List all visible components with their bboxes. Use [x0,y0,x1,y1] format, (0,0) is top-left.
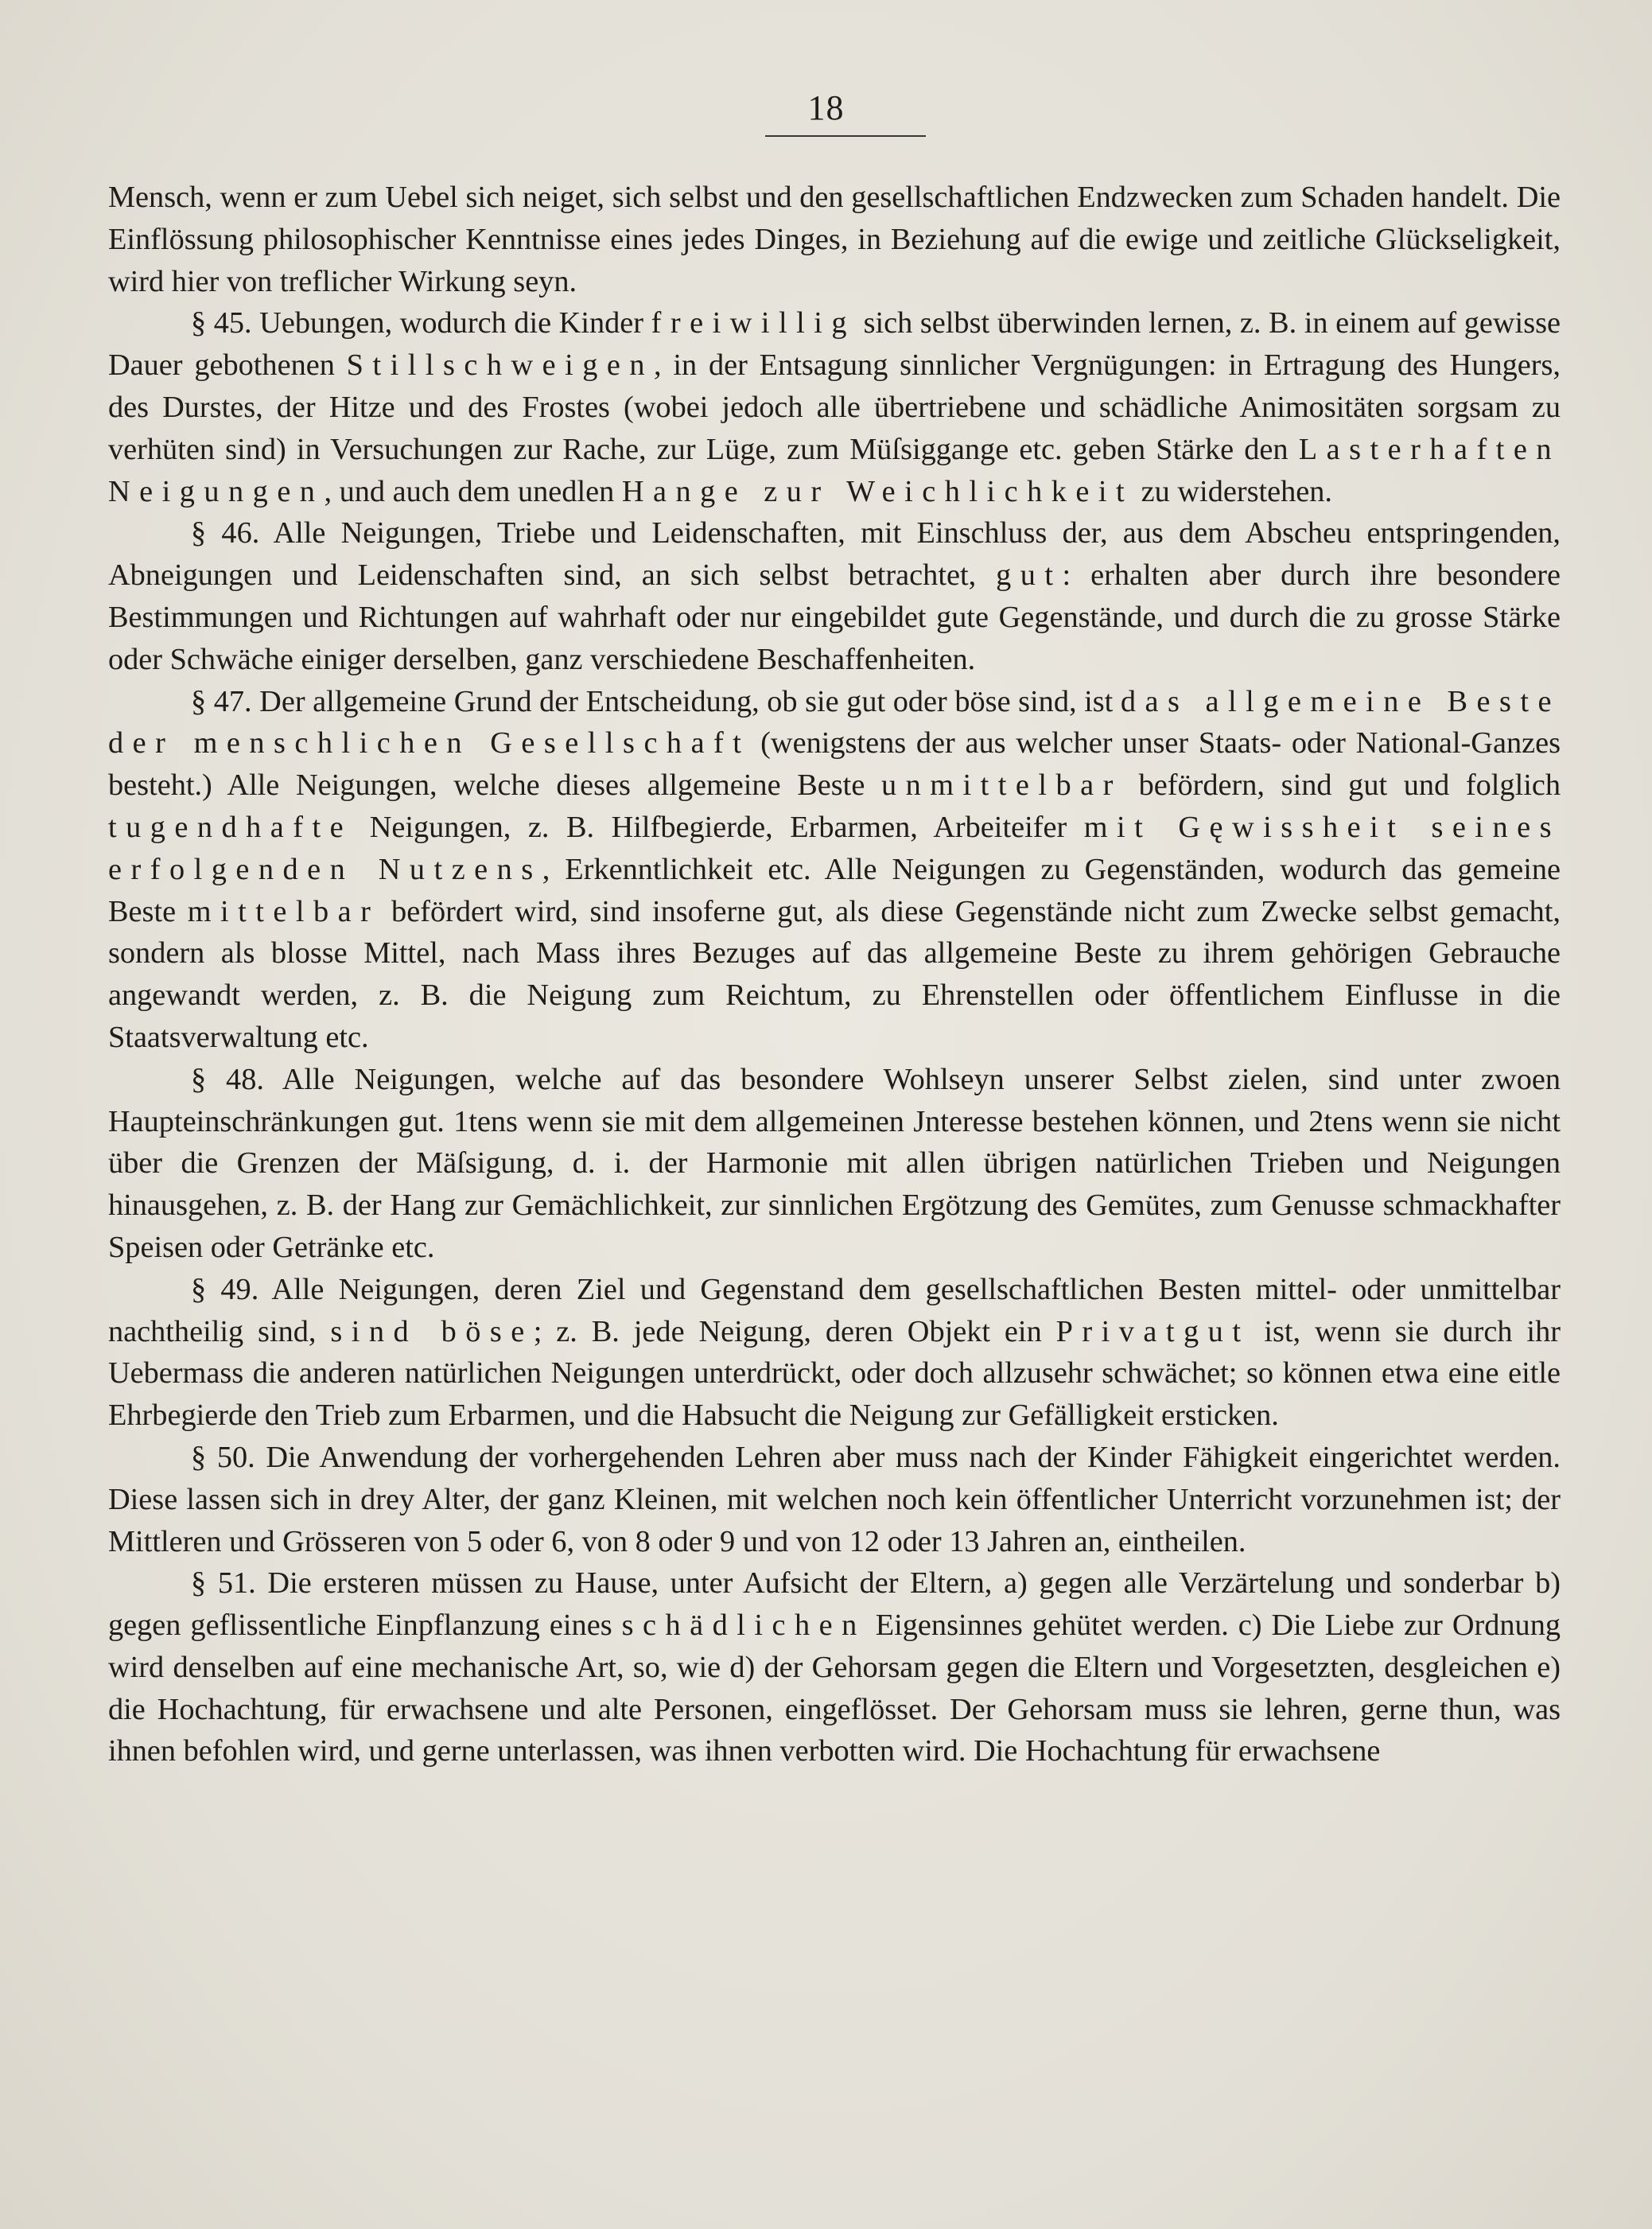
spaced-emphasis: mittelbar [187,894,380,928]
text-run: ist, wenn sie durch ihr Uebermass die anderen natürlichen Neigungen unterdrückt, oder doch allzusehr schwächet; so können etwa eine eitle Ehrbegierde den Trieb zum Erbarmen, und die Habsucht die Neigung zur Gefälligkeit ersticken. [108,1314,1561,1433]
text-run: § 51. Die ersteren müssen zu Hause, unter Aufsicht der Eltern, a) gegen alle Verzärtelung und sonderbar b) gegen geflissentliche Einpflanzung eines [108,1566,1561,1643]
text-run: § 48. Alle Neigungen, welche auf das besondere Wohlseyn unserer Selbst zielen, sind unter zwoen Haupteinschränkungen gut. 1tens wenn sie mit dem allgemeinen Jnteresse bestehen können, und 2tens wenn sie nicht über die Grenzen der Mäſsigung, d. i. der Harmonie mit allen übrigen natürlichen Trieben und Neigungen hinausgehen, z. B. der Hang zur Gemächlichkeit, zur sinnlichen Ergötzung des Gemütes, zum Genusse schmackhafter Speisen oder Getränke etc. [108,1062,1561,1264]
text-run: § 47. Der allgemeine Grund der Entscheidung, ob sie gut oder böse sind, ist [191,684,1121,718]
spaced-emphasis: Hange zur Weichlichkeit [621,474,1134,508]
text-run: : erhalten aber durch ihre besondere Bestimmungen und Richtungen auf wahrhaft oder nur eingebildet gute Gegenstände, und durch die zu grosse Stärke oder Schwäche einiger derselben, ganz verschiedene Beschaffenheiten. [108,558,1561,676]
text-run: , und auch dem unedlen [324,474,622,508]
text-run: § 49. Alle Neigungen, deren Ziel und Gegenstand dem gesellschaftlichen Besten mittel- oder unmittelbar nachtheilig sind, [108,1272,1561,1348]
spaced-emphasis: tugendhafte [108,810,353,844]
text-run: Eigensinnes gehütet werden. c) Die Liebe zur Ordnung wird denselben auf eine mechanische Art, so, wie d) der Gehorsam gegen die Eltern und Vorgesetzten, desgleichen e) die Hochachtung, für erwachsene und alte Personen, eingeflösset. Der Gehorsam muss sie lehren, gerne thun, was ihnen befohlen wird, und gerne unterlassen, was ihnen verbotten wird. Die Hochachtung für erwachsene [108,1609,1561,1768]
text-run: ; z. B. jede Neigung, deren Objekt ein [533,1314,1056,1348]
text-run: (wenigstens der aus welcher unser Staats- oder National-Ganzes besteht.) Alle Neigungen, welche dieses allgemeine Beste [108,726,1561,803]
text-run: § 46. Alle Neigungen, Triebe und Leidenschaften, mit Einschluss der, aus dem Abscheu entspringenden, Abneigungen und Leidenschaften sind, an sich selbst betrachtet, [108,516,1561,593]
header-rule [765,135,926,137]
paragraph [108,512,1561,680]
paragraph-continuation [108,177,1561,302]
paragraph [108,1269,1561,1437]
paragraph [108,1059,1561,1269]
text-run: § 50. Die Anwendung der vorhergehenden Lehren aber muss nach der Kinder Fähigkeit eingerichtet werden. Diese lassen sich in drey Alter, der ganz Kleinen, mit welchen noch kein öffentlicher Unterricht vorzunehmen ist; der Mittleren und Grösseren von 5 oder 6, von 8 oder 9 und von 12 oder 13 Jahren an, eintheilen. [108,1440,1561,1558]
body-text [108,177,1561,1772]
paragraph [108,302,1561,512]
spaced-emphasis: Stillschweigen [346,348,655,383]
spaced-emphasis: mit Gęwissheit seines erfolgenden Nutzens [108,810,1561,886]
spaced-emphasis: unmittelbar [880,768,1122,803]
paragraph [108,681,1561,1059]
paragraph [108,1562,1561,1772]
spaced-emphasis: Privatgut [1055,1314,1250,1348]
spaced-emphasis: Lasterhaften Neigungen [108,432,1561,508]
spaced-emphasis: das allgemeine Beste der menschlichen Gesellschaft [108,684,1561,761]
text-run: befördern, sind gut und folglich [1121,768,1561,803]
text-run: Neigungen, z. B. Hilfbegierde, Erbarmen, Arbeiteifer [352,810,1084,844]
spaced-emphasis: sind böse [330,1314,534,1348]
spaced-emphasis: gut [996,558,1063,593]
text-run: befördert wird, sind insoferne gut, als diese Gegenstände nicht zum Zwecke selbst gemacht, sondern als blosse Mittel, nach Mass ihres Bezuges auf das allgemeine Beste zu ihrem gehörigen Gebrauche angewandt werden, z. B. die Neigung zum Reichtum, zu Ehrenstellen oder öffentlichem Einflusse in die Staatsverwaltung etc. [108,894,1561,1054]
page-number: 18 [807,88,845,127]
spaced-emphasis: freiwillig [651,306,857,340]
paragraph [108,1437,1561,1562]
spaced-emphasis: schädlichen [621,1609,866,1643]
text-run: , in der Entsagung sinnlicher Vergnügungen: in Ertragung des Hungers, des Durstes, der Hitze und des Frostes (wobei jedoch alle übertriebene und schädliche Animositäten sorgsam zu verhüten sind) in Versuchungen zur Rache, zur Lüge, zum Müſsiggange etc. geben Stärke den [108,348,1561,466]
text-run: sich selbst überwinden lernen, z. B. in einem auf gewisse Dauer gebothenen [108,306,1561,383]
text-run: Mensch, wenn er zum Uebel sich neiget, sich selbst und den gesellschaftlichen Endzwecken zum Schaden handelt. Die Einflössung philosophischer Kenntnisse eines jedes Dinges, in Beziehung auf die ewige und zeitliche Glückseligkeit, wird hier von treflicher Wirkung seyn. [108,181,1561,298]
text-run: § 45. Uebungen, wodurch die Kinder [191,306,651,340]
text-run: , Erkenntlichkeit etc. Alle Neigungen zu Gegenständen, wodurch das gemeine Beste [108,852,1561,928]
text-run: zu widerstehen. [1133,474,1333,508]
